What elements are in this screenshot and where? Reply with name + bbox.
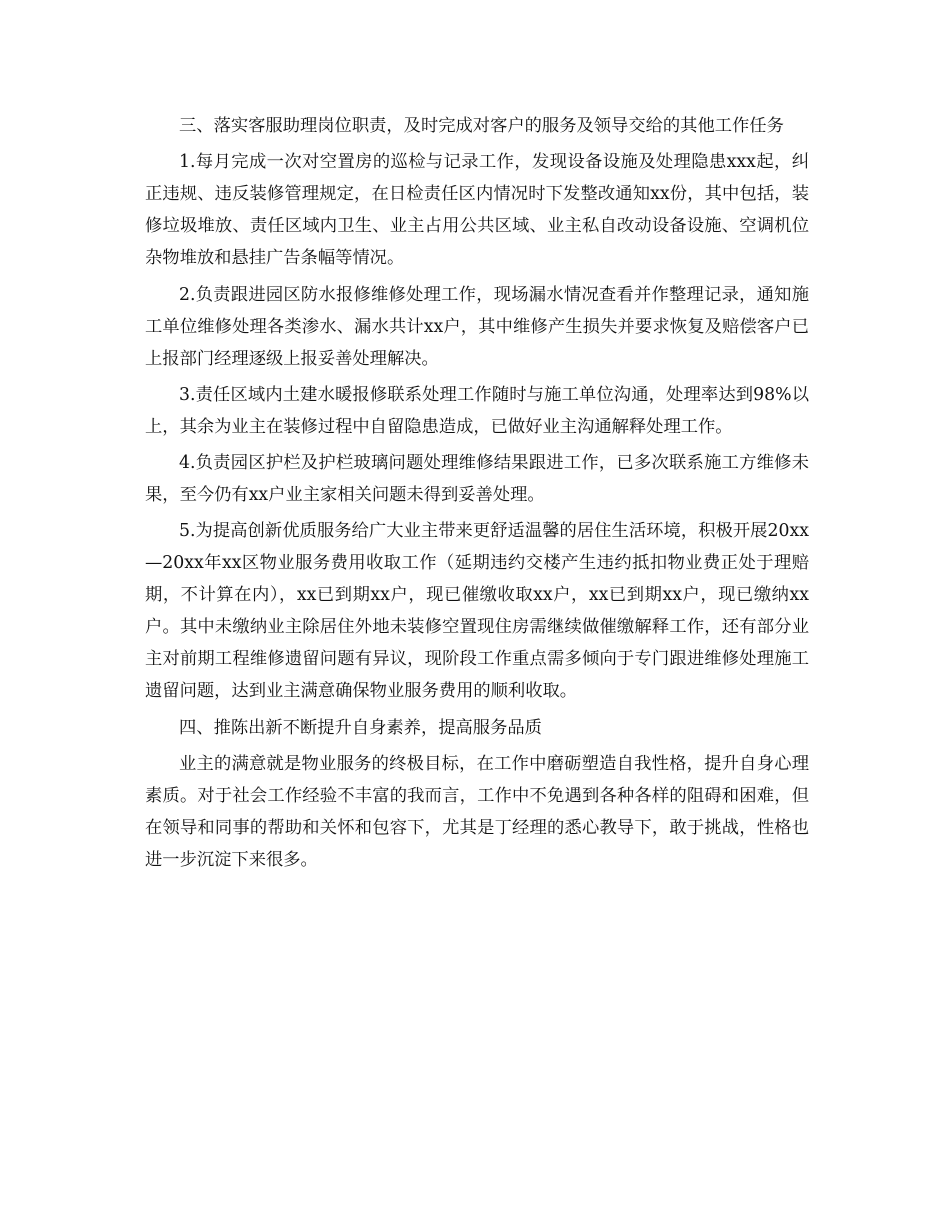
- section-heading-3: 三、落实客服助理岗位职责，及时完成对客户的服务及领导交给的其他工作任务: [179, 116, 784, 136]
- paragraph-item-5: 5.为提高创新优质服务给广大业主带来更舒适温馨的居住生活环境，积极开展20xx—20xx年xx区物业服务费用收取工作（延期违约交楼产生违约抵扣物业费正处于理赔期，不计算在内），xx已到期xx户，现已催缴收取xx户，xx已到期xx户，现已缴纳xx户。其中未缴纳业主除居住外地未装修空置现住房需继续做催缴解释工作，还有部分业主对前期工程维修遗留问题有异议，现阶段工作重点需多倾向于专门跟进维修处理施工遗留问题，达到业主满意确保物业服务费用的顺利收取。: [145, 521, 809, 702]
- paragraph-item-4: 4.负责园区护栏及护栏玻璃问题处理维修结果跟进工作，已多次联系施工方维修未果，至今仍有xx户业主家相关问题未得到妥善处理。: [145, 453, 809, 506]
- paragraph-item-3: 3.责任区域内土建水暖报修联系处理工作随时与施工单位沟通，处理率达到98%以上，其余为业主在装修过程中自留隐患造成，已做好业主沟通解释处理工作。: [145, 384, 809, 437]
- paragraph-item-2: 2.负责跟进园区防水报修维修处理工作，现场漏水情况查看并作整理记录，通知施工单位维修处理各类渗水、漏水共计xx户，其中维修产生损失并要求恢复及赔偿客户已上报部门经理逐级上报妥善处理解决。: [145, 284, 809, 369]
- paragraph-body: 业主的满意就是物业服务的终极目标，在工作中磨砺塑造自我性格，提升自身心理素质。对于社会工作经验不丰富的我而言，工作中不免遇到各种各样的阻碍和困难，但在领导和同事的帮助和关怀和包容下，尤其是丁经理的悉心教导下，敢于挑战，性格也进一步沉淀下来很多。: [145, 754, 809, 871]
- section-heading-4: 四、推陈出新不断提升自身素养，提高服务品质: [179, 717, 542, 738]
- document-body: [145, 110, 809, 876]
- paragraph-item-1: 1.每月完成一次对空置房的巡检与记录工作，发现设备设施及处理隐患xxx起，纠正违规、违反装修管理规定，在日检责任区内情况时下发整改通知xx份，其中包括，装修垃圾堆放、责任区域内卫生、业主占用公共区域、业主私自改动设备设施、空调机位杂物堆放和悬挂广告条幅等情况。: [145, 152, 809, 269]
